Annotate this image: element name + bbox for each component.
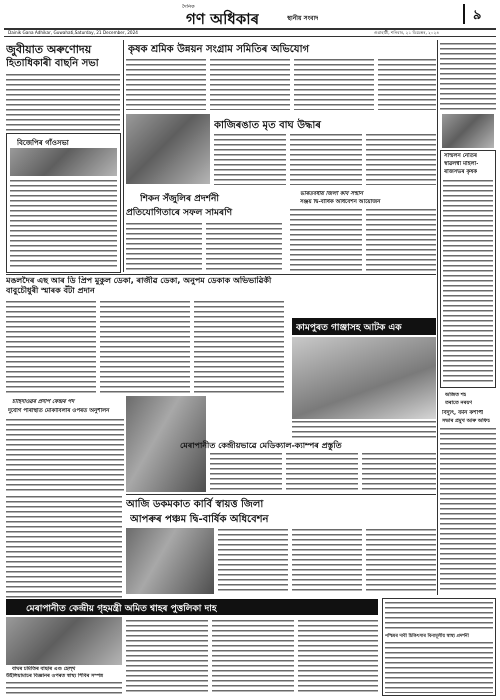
page-number: ৯: [463, 4, 491, 24]
photo-tiger: [126, 114, 210, 184]
story-kaziranga-col2: [290, 133, 362, 185]
paper-name-small: দৈনিক: [182, 4, 195, 10]
story-mangaldai-col1: [6, 300, 96, 395]
sidebar-head-3: বিদ্যুৎ, বৰ্মন কশাপী: [442, 410, 484, 416]
photo-karbi: [126, 528, 214, 594]
photo-bjp: [10, 148, 117, 176]
story-poet-col1: [290, 208, 362, 272]
story-kampur: [292, 420, 436, 438]
photo-effigy: [6, 617, 122, 665]
headline-health-1: বাঘৰ চমিতিৰ বাছাৰ এণ্ড হেল্থ: [12, 666, 76, 672]
headline-medical: মেৰাপানীত কেন্দ্ৰীয়ভাৱে মেডিক্যাল-ক্যাম্পৰ প্ৰস্তুতি: [180, 441, 342, 450]
column-rule: [123, 40, 124, 272]
story-medical-col1: [210, 452, 282, 492]
sidebar-top-text: [440, 42, 496, 112]
sidebar-title-3: ৰাজসভৰ কৃষক: [444, 169, 478, 175]
story-exhibition-text: [385, 641, 493, 693]
row-rule: [126, 494, 436, 495]
headline-drill-1: চাহিদাওঁৱৰ প্ৰদীপ কেন্দ্ৰৰ পদ: [12, 399, 75, 405]
headline-jubiyat: জুবীয়াত অৰুণোদয়: [6, 43, 92, 56]
sidebar-head-1: অজিত শহ: [445, 392, 467, 398]
story-mangaldai-col2: [100, 300, 190, 395]
story-health: [6, 681, 122, 696]
headline-karbi-2: আপৰুৰ পঞ্চম দ্বি-বাৰ্ষিক অধিবেশন: [130, 514, 269, 525]
masthead-rule-bottom: [4, 36, 496, 37]
headline-krishak: কৃষক শ্ৰমিক উন্নয়ন সংগ্ৰাম সমিতিৰ অভিযোগ: [128, 44, 310, 55]
row-rule: [6, 274, 436, 275]
story-shikan-col1: [126, 222, 202, 272]
story-effigy-col1: [126, 619, 208, 695]
story-mangaldai-col3: [194, 300, 284, 395]
story-drill: [6, 418, 124, 492]
column-rule: [437, 40, 438, 595]
story-karbi-col1: [6, 495, 122, 605]
sidebar-bottom-text: [440, 427, 496, 592]
sidebar-title-1: সন্মিলন নেতিৰ: [444, 153, 477, 159]
headline-jubiyat-sub: হিতাধিকাৰী বাছনি সভা: [6, 58, 99, 69]
story-kaziranga-col3: [366, 133, 436, 185]
headline-bjp: বিজেপিৰ গাঁওসভা: [17, 139, 69, 147]
paper-name: গণ অধিকাৰ: [186, 10, 260, 28]
story-karbi-col4: [366, 528, 436, 594]
story-karbi-col2: [218, 528, 288, 594]
story-krishak-col4: [378, 58, 436, 110]
dateline-assamese: গুৱাহাটী, শনিবাৰ, ২১ ডিচেম্বৰ, ২০২৪: [374, 30, 440, 35]
headline-drill-2: দুৰ্যোগ পৰিস্থিতি মোকাবিলাৰ ওপৰত অনুশীলন: [8, 408, 110, 414]
story-shikan-col2: [206, 222, 282, 272]
sidebar-box-text: [443, 179, 493, 385]
story-krishak-col1: [126, 58, 206, 110]
headline-shikan-2: প্ৰতিযোগিতাৰে সফল সামৰণি: [126, 208, 233, 218]
headline-shikan-1: শিকন সঁজুলিৰ প্ৰদৰ্শনী: [140, 194, 219, 204]
headline-poet-2: সঞ্জয় দ্বি-বাৰ্ষিক অধিবেশন আয়োজন: [300, 199, 381, 205]
story-effigy-col3: [298, 619, 378, 695]
dateline-english: Dainik Gana Adhikar, Guwahati,Saturday, 21 December, 2024: [8, 30, 138, 35]
story-jubiyat: [6, 73, 120, 131]
masthead: [4, 4, 496, 38]
headline-poet-1: ভাৰতবৰ্ষীয় জিলা কবি সন্মান: [300, 191, 363, 197]
story-bjp-text: [10, 179, 117, 269]
story-exhibition-top: [385, 601, 493, 631]
story-bjp-box: [6, 133, 121, 273]
sidebar-head-2: তৰাতে নৰয়ণ: [445, 400, 473, 406]
headline-exhibition: পশ্চিমৰ দাবী চিকিৎসাৰ বিনামূলীয় স্বাস্থ্য প্ৰদৰ্শনী: [385, 634, 469, 639]
photo-ganja: [292, 337, 436, 419]
story-medical-col3: [362, 452, 436, 492]
story-krishak-col2: [210, 58, 290, 110]
story-karbi-col3: [292, 528, 362, 594]
sidebar-head-4: সভাৰ প্ৰমুখ আৰু অফিচ: [442, 418, 491, 424]
section-title: স্থানীয় সংবাদ: [287, 15, 319, 22]
story-exhibition-box: [382, 598, 496, 696]
sidebar-box: [440, 150, 496, 388]
photo-sidebar: [442, 114, 494, 148]
story-kaziranga-col1: [214, 133, 286, 185]
story-poet-col2: [366, 208, 436, 272]
headline-health-2: উইলিয়ামাচৰ বিজ্ঞানৰ ওপৰত স্বাস্থ্য শিবিৰ সম্পন্ন: [6, 673, 103, 679]
headline-kaziranga: কাজিৰঙাত মৃত বাঘ উদ্ধাৰ: [214, 120, 321, 131]
story-krishak-col3: [294, 58, 374, 110]
story-effigy-col2: [212, 619, 294, 695]
story-medical-col2: [286, 452, 358, 492]
headline-effigy-bar: মেৰাপানীত কেন্দ্ৰীয় গৃহমন্ত্ৰী অমিত শ্বাহৰ পুত্তলিকা দাহ: [6, 599, 378, 615]
headline-mangaldai: মঙলদৈৰ এছ আৰ ডি প্ৰিপ মুকুল ডেকা, ৰাজীৱ ডেকা, অনুপম ডেকাক অভিভাৱিকী বাবুচৌধুৰী স্মাৰক বঁটা প্ৰদান: [6, 276, 272, 295]
headline-kampur-bar: কামপুৰত গাঞ্জাসহ আটক এক: [292, 318, 436, 335]
sidebar-title-2: স্বাৱলম্বী মহিলা-: [444, 161, 479, 167]
headline-karbi-1: আজি ডকমকাত কাৰ্বি স্বায়ত্ত জিলা: [126, 499, 264, 510]
